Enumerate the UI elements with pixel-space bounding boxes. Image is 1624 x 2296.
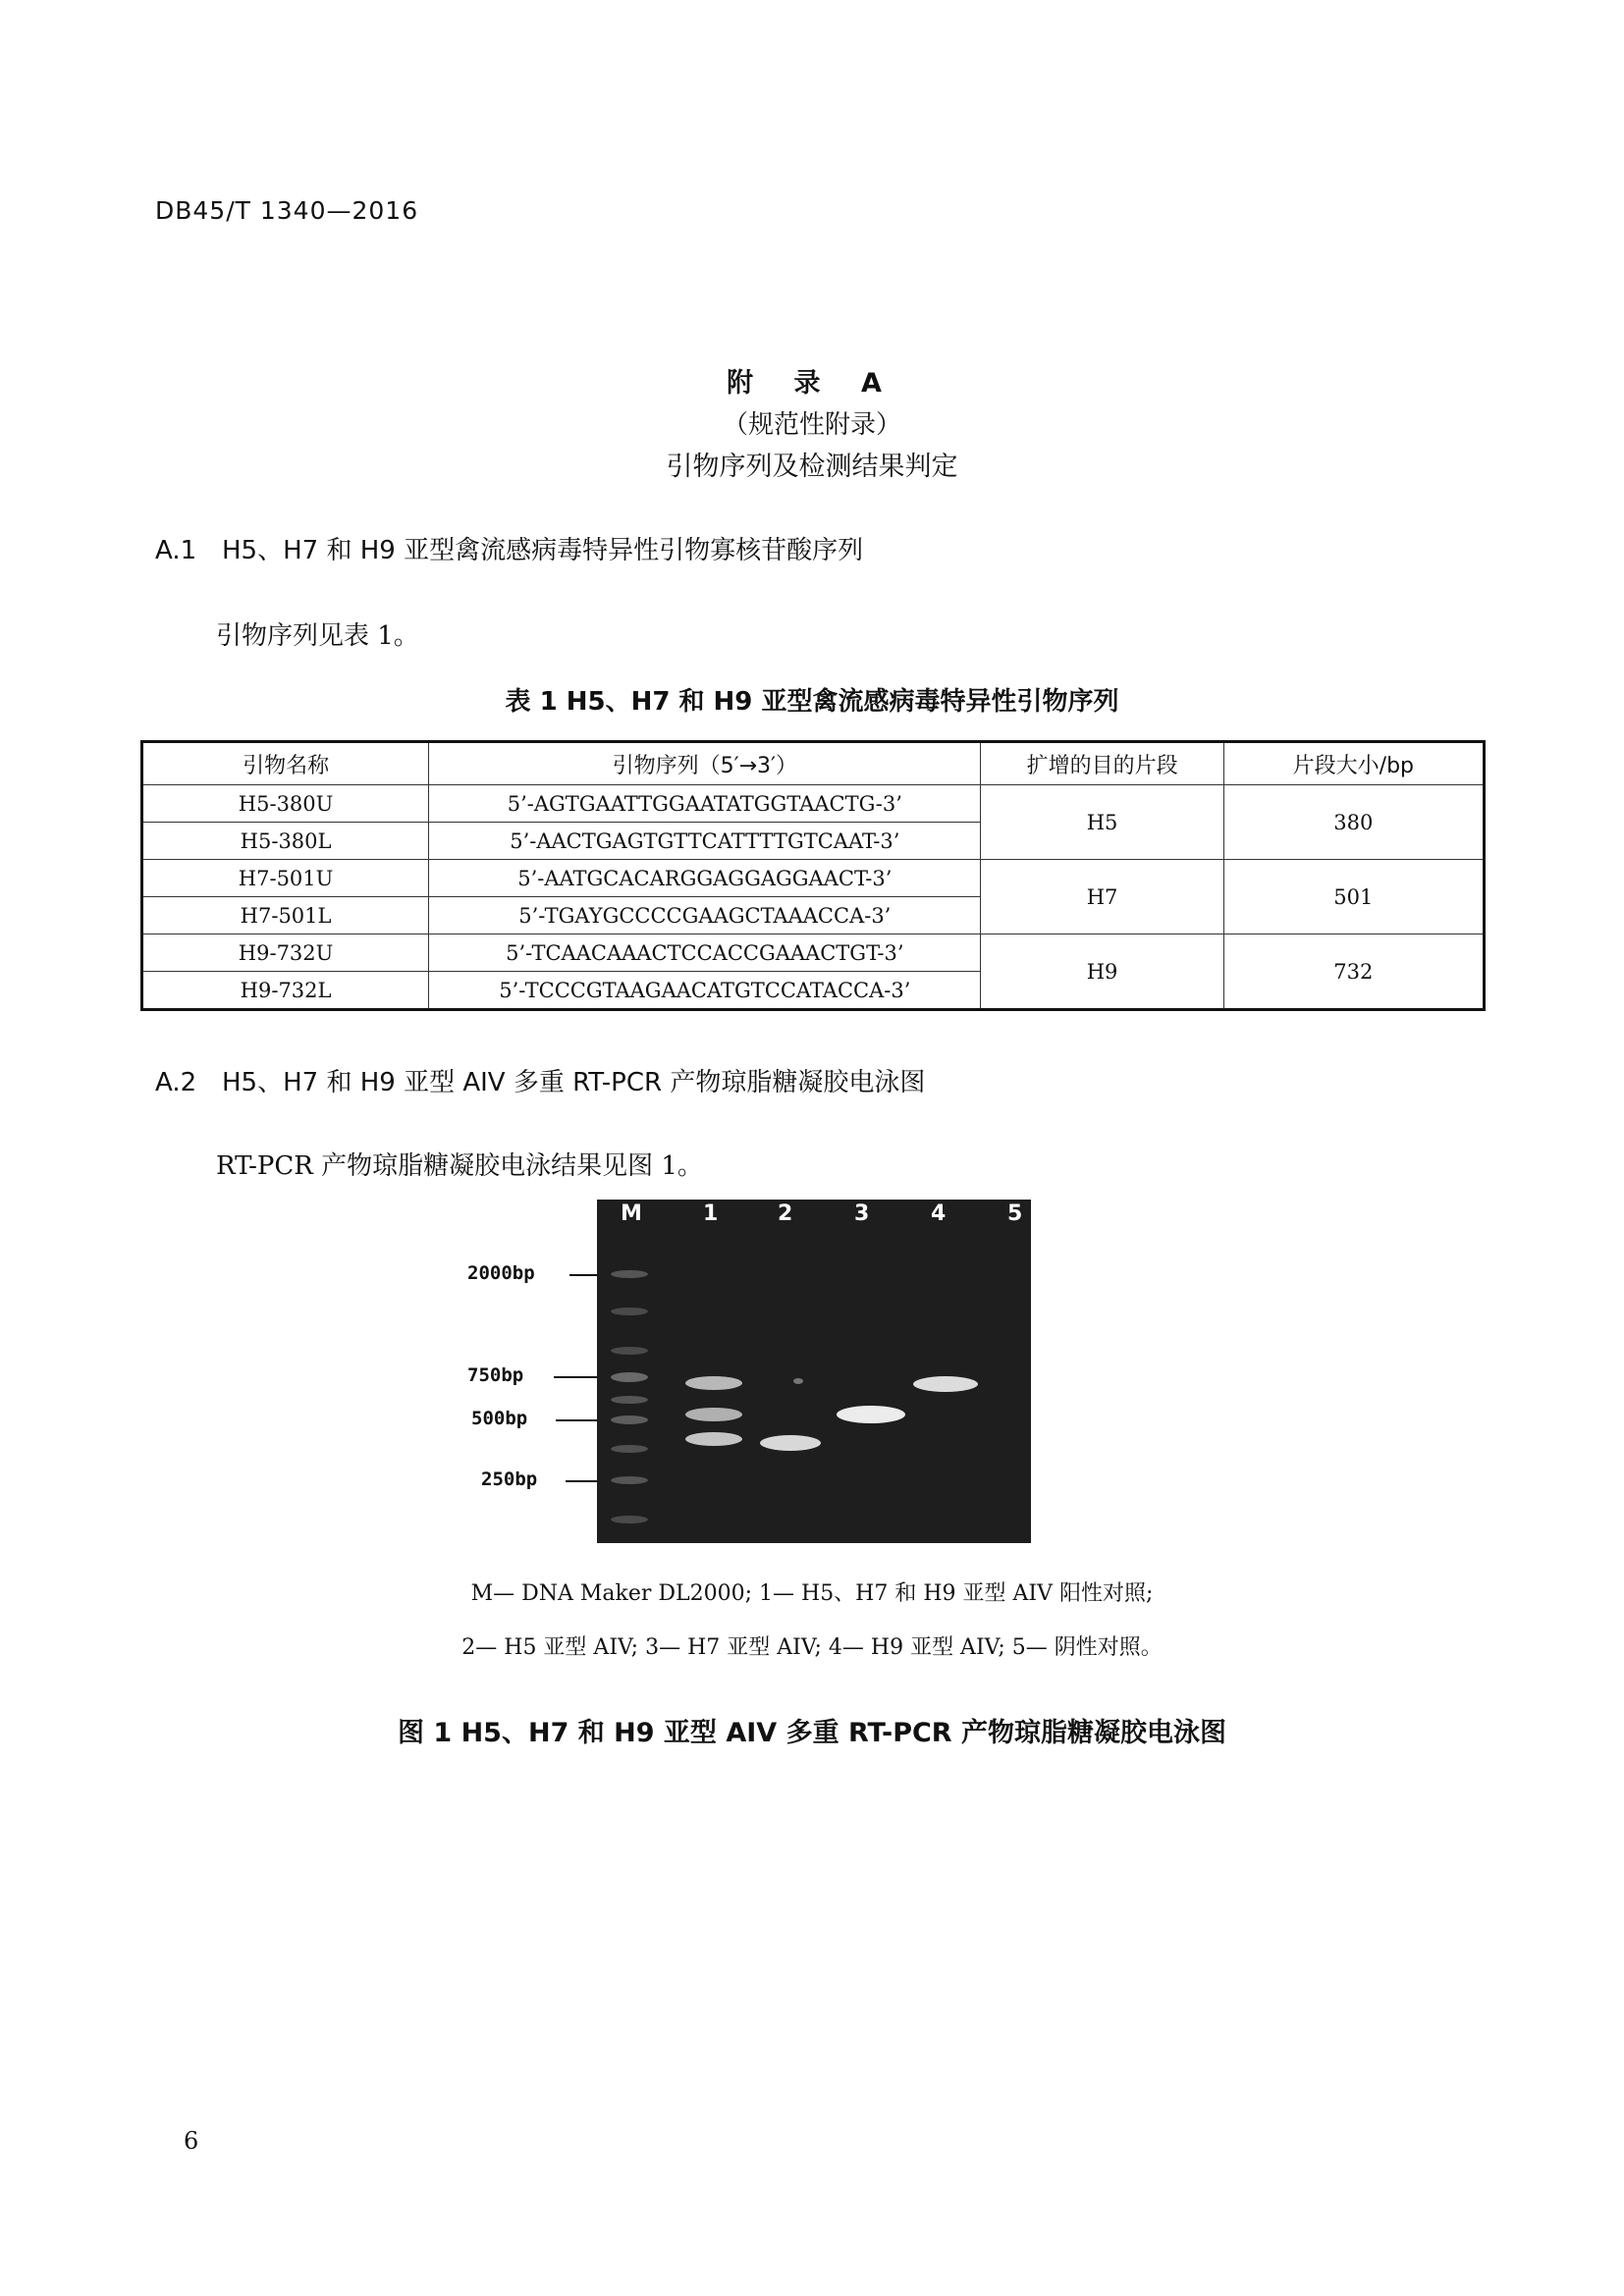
lane-label-5: 5: [1007, 1201, 1023, 1226]
primer-sequence: 5’-AGTGAATTGGAATATGGTAACTG-3’: [429, 785, 981, 823]
sample-band: [793, 1378, 803, 1384]
figure-legend-line-1: M— DNA Maker DL2000; 1— H5、H7 和 H9 亚型 AIV 阳性对照;: [470, 1581, 1154, 1606]
primer-sequence: 5’-TCCCGTAAGAACATGTCCATACCA-3’: [429, 972, 981, 1010]
ladder-band: [611, 1445, 648, 1453]
ladder-band: [611, 1516, 648, 1523]
primer-name: H5-380U: [142, 785, 429, 823]
sample-band: [685, 1376, 742, 1390]
appendix-subtitle: （规范性附录）: [722, 410, 901, 440]
primer-name: H9-732U: [142, 934, 429, 972]
ladder-band: [611, 1270, 648, 1278]
section-a2-paragraph: RT-PCR 产物琼脂糖凝胶电泳结果见图 1。: [216, 1151, 703, 1181]
figure1-caption: 图 1 H5、H7 和 H9 亚型 AIV 多重 RT-PCR 产物琼脂糖凝胶电泳图: [398, 1718, 1226, 1748]
primer-name: H9-732L: [142, 972, 429, 1010]
marker-label-250bp: 250bp: [481, 1468, 538, 1490]
sample-band: [760, 1435, 821, 1451]
gel-image: [597, 1200, 1031, 1543]
header-primer-name: 引物名称: [142, 742, 429, 785]
fragment-size: 501: [1223, 860, 1484, 934]
sample-band: [913, 1376, 978, 1392]
header-fragment-size: 片段大小/bp: [1223, 742, 1484, 785]
fragment-size: 380: [1223, 785, 1484, 860]
table-row: [142, 785, 1485, 823]
ladder-band: [611, 1347, 648, 1355]
target-fragment: H7: [981, 860, 1223, 934]
marker-label-750bp: 750bp: [467, 1364, 524, 1386]
primer-name: H7-501L: [142, 897, 429, 934]
section-a2-heading: [155, 1062, 925, 1098]
fragment-size: 732: [1223, 934, 1484, 1010]
ladder-band: [611, 1415, 648, 1424]
section-a1-title: H5、H7 和 H9 亚型禽流感病毒特异性引物寡核苷酸序列: [222, 536, 864, 565]
section-a2-title: H5、H7 和 H9 亚型 AIV 多重 RT-PCR 产物琼脂糖凝胶电泳图: [222, 1068, 926, 1097]
marker-label-2000bp: 2000bp: [467, 1262, 535, 1284]
ladder-band: [611, 1308, 648, 1315]
target-fragment: H9: [981, 934, 1223, 1010]
ladder-band: [611, 1476, 648, 1484]
primer-name: H5-380L: [142, 823, 429, 860]
lane-label-m: M: [621, 1201, 642, 1226]
page-number: 6: [184, 2127, 199, 2155]
target-fragment: H5: [981, 785, 1223, 860]
table-row: [142, 934, 1485, 972]
header-primer-sequence: 引物序列（5′→3′）: [429, 742, 981, 785]
ladder-band: [611, 1372, 648, 1382]
sample-band: [685, 1408, 742, 1421]
figure-legend-line-2: 2— H5 亚型 AIV; 3— H7 亚型 AIV; 4— H9 亚型 AIV; 5— 阴性对照。: [461, 1635, 1163, 1660]
lane-label-4: 4: [931, 1201, 947, 1226]
marker-label-500bp: 500bp: [471, 1408, 528, 1429]
appendix-heading: 引物序列及检测结果判定: [666, 452, 958, 482]
header-target-fragment: 扩增的目的片段: [981, 742, 1223, 785]
section-a2-number: A.2: [155, 1068, 197, 1097]
primer-table: [140, 740, 1486, 1011]
primer-sequence: 5’-AATGCACARGGAGGAGGAACT-3’: [429, 860, 981, 897]
table-row: [142, 860, 1485, 897]
primer-sequence: 5’-TCAACAAACTCCACCGAAACTGT-3’: [429, 934, 981, 972]
lane-label-3: 3: [854, 1201, 870, 1226]
appendix-title: 附 录 A: [727, 368, 897, 399]
sample-band: [685, 1432, 742, 1446]
ladder-band: [611, 1396, 648, 1404]
gel-figure: [432, 1200, 1060, 1553]
primer-sequence: 5’-TGAYGCCCCGAAGCTAAACCA-3’: [429, 897, 981, 934]
section-a1-heading: [155, 530, 863, 566]
lane-label-1: 1: [703, 1201, 719, 1226]
lane-label-2: 2: [778, 1201, 793, 1226]
section-a1-paragraph: 引物序列见表 1。: [216, 621, 419, 651]
section-a1-number: A.1: [155, 536, 197, 565]
table1-caption: 表 1 H5、H7 和 H9 亚型禽流感病毒特异性引物序列: [505, 687, 1119, 717]
sample-band: [837, 1406, 905, 1423]
primer-sequence: 5’-AACTGAGTGTTCATTTTGTCAAT-3’: [429, 823, 981, 860]
standard-code: DB45/T 1340—2016: [155, 196, 419, 225]
primer-name: H7-501U: [142, 860, 429, 897]
table-header-row: [142, 742, 1485, 785]
